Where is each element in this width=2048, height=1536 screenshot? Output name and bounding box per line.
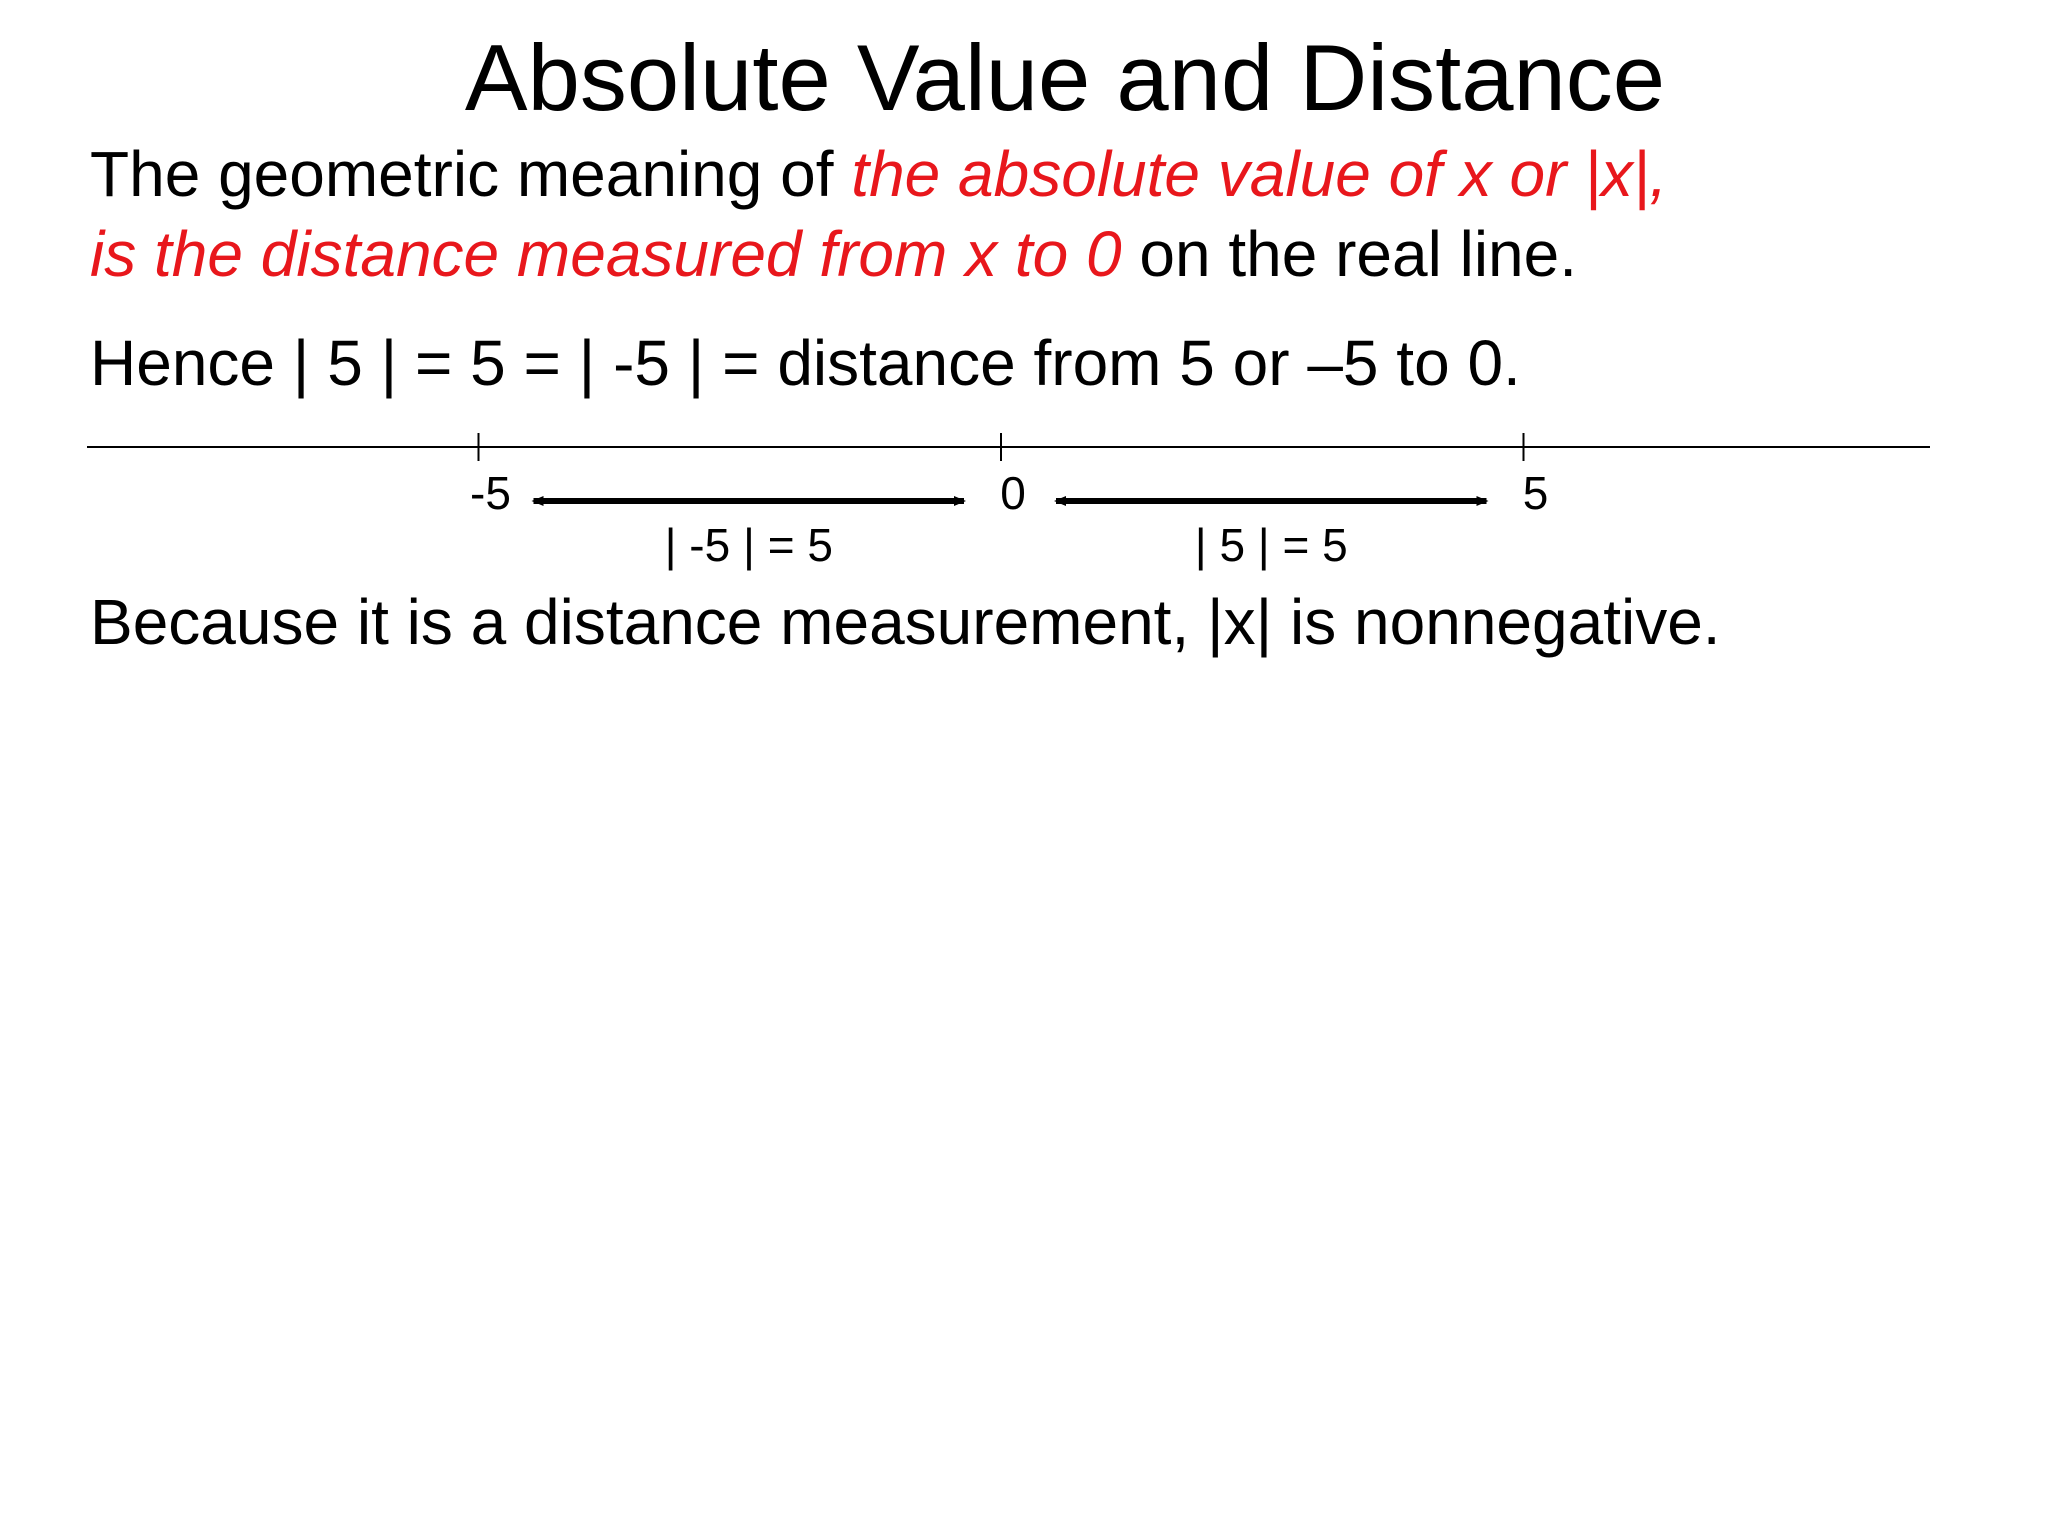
tick-label: -5: [470, 467, 511, 519]
tick-label: 5: [1522, 467, 1549, 519]
slide-title: Absolute Value and Distance: [464, 25, 1666, 130]
number-line-diagram: [0, 0, 2048, 600]
definition-emphasis: the absolute value of x or |x|,: [851, 138, 1668, 210]
tick-label: 0: [1000, 467, 1026, 519]
conclusion-statement: Because it is a distance measurement, |x| is nonnegative.: [90, 586, 1721, 658]
definition-emphasis: is the distance measured from x to 0: [90, 218, 1122, 290]
definition-text: on the real line.: [1121, 218, 1577, 290]
example-statement: Hence | 5 | = 5 = | -5 | = distance from 5 or –5 to 0.: [90, 327, 1521, 399]
definition-text: The geometric meaning of: [90, 138, 852, 210]
distance-label: | 5 | = 5: [1194, 519, 1348, 571]
distance-label: | -5 | = 5: [664, 519, 833, 571]
tick-marks: [470, 433, 1548, 519]
